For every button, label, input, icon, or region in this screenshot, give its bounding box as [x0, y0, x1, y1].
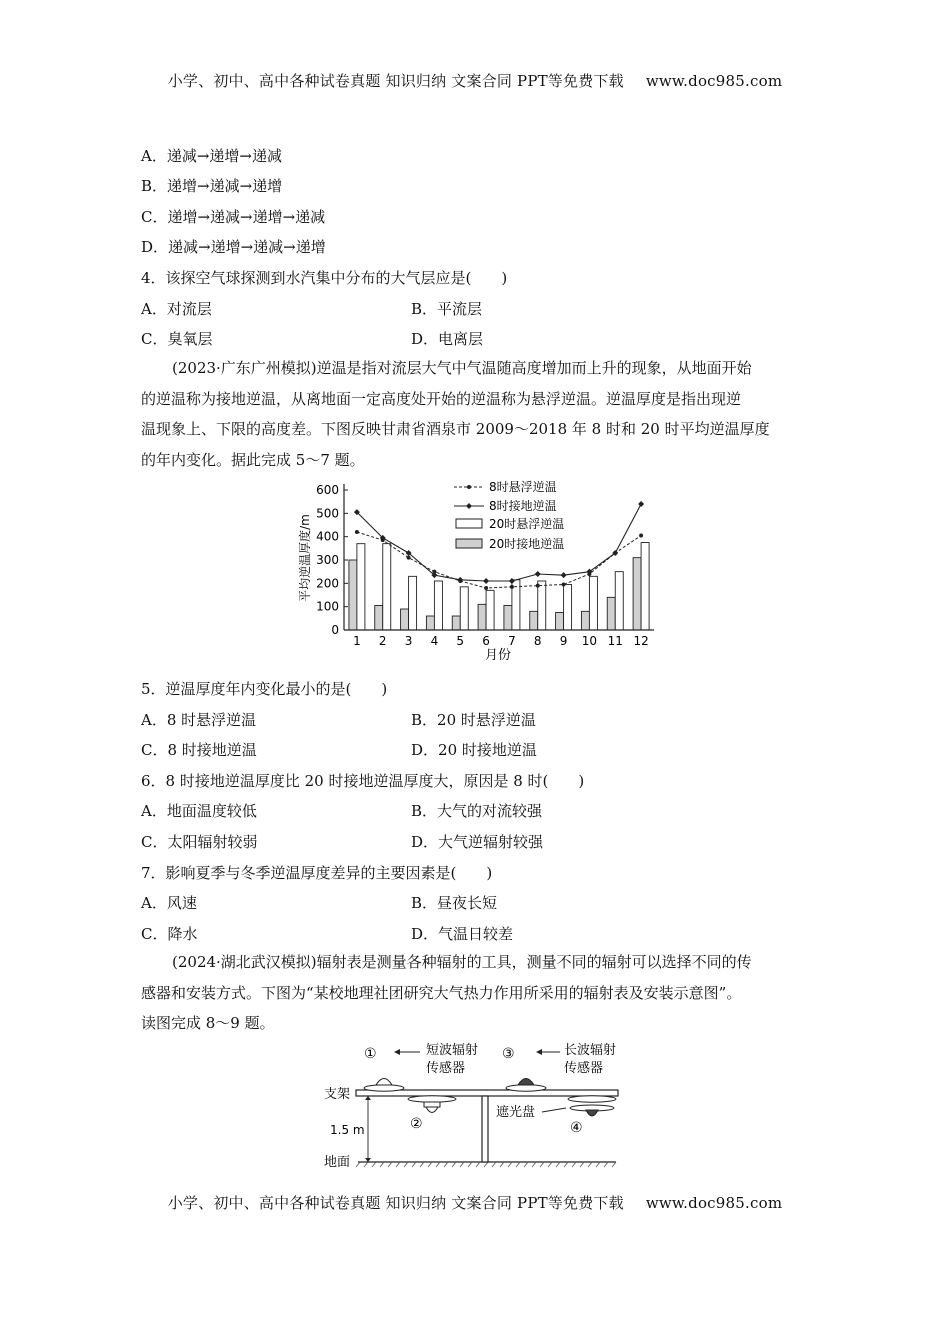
label-n4: ④ [570, 1120, 583, 1136]
bar-20h-ground [349, 560, 357, 630]
bar-20h-suspended [460, 587, 468, 630]
point-8h-ground [535, 571, 541, 577]
q4-option-a: A．对流层 [141, 300, 212, 318]
page-footer [0, 1192, 950, 1213]
bar-20h-ground [504, 606, 512, 631]
label-n1: ① [364, 1046, 377, 1062]
bar-20h-ground [633, 558, 641, 630]
point-8h-ground [561, 572, 567, 578]
chart-x-tick-label: 1 [353, 634, 361, 648]
q7-stem: 7．影响夏季与冬季逆温厚度差异的主要因素是( ) [141, 864, 493, 882]
chart-x-tick-label: 7 [508, 634, 516, 648]
legend-20h-ground: 20时接地逆温 [489, 537, 565, 551]
point-8h-suspended [355, 530, 359, 534]
point-8h-suspended [536, 584, 540, 588]
page-header [0, 70, 950, 91]
point-8h-ground [638, 501, 644, 507]
label-n3: ③ [502, 1046, 515, 1062]
bar-20h-suspended [383, 544, 391, 630]
q6-option-d: D．大气逆辐射较强 [411, 833, 544, 851]
chart-y-tick-label: 0 [331, 623, 339, 637]
q5-option-c: C．8 时接地逆温 [141, 741, 257, 759]
chart-xlabel: 月份 [484, 648, 512, 663]
q5-option-d: D．20 时接地逆温 [411, 741, 537, 759]
q3-option-c: C．递增→递减→递增→递减 [141, 208, 326, 226]
bar-20h-suspended [538, 581, 546, 630]
bar-20h-ground [556, 613, 564, 631]
point-8h-ground [483, 578, 489, 584]
bar-20h-suspended [564, 585, 572, 631]
legend-8h-suspended: 8时悬浮逆温 [489, 480, 557, 494]
label-n2: ② [410, 1116, 423, 1132]
label-height: 1.5 m [330, 1123, 365, 1137]
q6-stem: 6．8 时接地逆温厚度比 20 时接地逆温厚度大，原因是 8 时( ) [141, 772, 585, 790]
bar-20h-suspended [641, 543, 649, 631]
label-shade: 遮光盘 [496, 1105, 536, 1120]
q4-option-d: D．电离层 [411, 330, 484, 348]
bar-20h-ground [530, 611, 538, 630]
footer-text: 小学、初中、高中各种试卷真题 知识归纳 文案合同 PPT等免费下载 [167, 1194, 624, 1212]
chart-x-tick-label: 2 [378, 634, 387, 648]
bar-20h-suspended [434, 581, 442, 630]
chart-y-tick-label: 200 [316, 576, 339, 591]
q5-option-b: B．20 时悬浮逆温 [411, 711, 536, 729]
chart-x-tick-label: 8 [533, 634, 542, 648]
chart-y-tick-label: 600 [316, 483, 339, 497]
chart-x-tick-label: 9 [559, 634, 568, 648]
chart-y-tick-label: 500 [316, 506, 339, 521]
bar-20h-suspended [615, 572, 623, 630]
chart-x-tick-label: 11 [607, 634, 623, 648]
q6-option-c: C．太阳辐射较弱 [141, 833, 258, 851]
bar-20h-ground [426, 616, 434, 630]
label-bracket: 支架 [324, 1087, 351, 1102]
label-short-wave-2: 传感器 [426, 1061, 466, 1076]
bar-20h-ground [478, 604, 486, 630]
point-8h-suspended [407, 556, 411, 560]
point-8h-suspended [484, 586, 488, 590]
passage-radiometer [141, 947, 811, 1039]
bar-20h-ground [375, 606, 383, 631]
passage2-line3: 读图完成 8～9 题。 [141, 1014, 275, 1032]
chart-x-tick-label: 5 [456, 634, 465, 648]
footer-site: www.doc985.com [645, 1194, 783, 1212]
chart-x-tick-label: 3 [404, 634, 413, 648]
passage1-line4: 的年内变化。据此完成 5～7 题。 [141, 450, 365, 469]
passage1-line2: 的逆温称为接地逆温，从离地面一定高度处开始的逆温称为悬浮逆温。逆温厚度是指出现逆 [141, 389, 742, 408]
label-short-wave-1: 短波辐射 [426, 1043, 479, 1058]
chart-x-tick-label: 12 [633, 634, 649, 648]
q3-option-a: A．递减→递增→递减 [141, 147, 282, 165]
q7-option-c: C．降水 [141, 925, 198, 943]
bar-20h-suspended [486, 590, 494, 630]
bar-20h-suspended [409, 576, 417, 630]
passage1-line1: (2023·广东广州模拟)逆温是指对流层大气中气温随高度增加而上升的现象，从地面开始 [172, 359, 752, 377]
label-long-wave-2: 传感器 [564, 1061, 604, 1076]
q5-stem: 5．逆温厚度年内变化最小的是( ) [141, 680, 388, 698]
q3-option-d: D．递减→递增→递减→递增 [141, 238, 326, 256]
label-long-wave-1: 长波辐射 [564, 1043, 617, 1058]
q7-option-d: D．气温日较差 [411, 925, 514, 943]
bar-20h-ground [401, 609, 409, 630]
chart-legend [454, 479, 564, 551]
point-8h-suspended [639, 534, 643, 538]
chart-x-tick-label: 10 [581, 634, 598, 648]
bar-20h-ground [452, 616, 460, 630]
inversion-chart [296, 478, 660, 664]
q7-option-a: A．风速 [141, 894, 197, 912]
chart-y-tick-label: 400 [316, 529, 339, 544]
legend-20h-suspended: 20时悬浮逆温 [489, 517, 565, 531]
point-8h-suspended [510, 585, 514, 589]
chart-x-tick-label: 4 [430, 634, 439, 648]
passage1-line3: 温现象上、下限的高度差。下图反映甘肃省酒泉市 2009～2018 年 8 时和 20 时平均逆温厚度 [141, 420, 770, 438]
chart-x-tick-label: 6 [482, 634, 490, 648]
passage2-line1: (2024·湖北武汉模拟)辐射表是测量各种辐射的工具，测量不同的辐射可以选择不同的传 [172, 953, 752, 971]
q6-option-a: A．地面温度较低 [141, 802, 257, 820]
q5-option-a: A．8 时悬浮逆温 [141, 711, 257, 729]
radiometer-diagram [316, 1042, 632, 1170]
bar-20h-ground [607, 597, 615, 630]
label-ground: 地面 [324, 1155, 351, 1170]
chart-y-tick-label: 300 [316, 553, 339, 567]
bar-20h-ground [581, 611, 589, 630]
q4-stem: 4．该探空气球探测到水汽集中分布的大气层应是( ) [141, 269, 508, 287]
chart-y-tick-label: 100 [316, 599, 339, 614]
passage-inversion [141, 353, 811, 475]
header-text: 小学、初中、高中各种试卷真题 知识归纳 文案合同 PPT等免费下载 [167, 72, 624, 90]
q4-option-b: B．平流层 [411, 300, 483, 318]
point-8h-suspended [562, 583, 566, 587]
bar-20h-suspended [357, 544, 365, 630]
legend-8h-ground: 8时接地逆温 [489, 499, 557, 513]
q3-option-b: B．递增→递减→递增 [141, 177, 283, 195]
passage2-line2: 感器和安装方式。下图为“某校地理社团研究大气热力作用所采用的辐射表及安装示意图”。 [141, 983, 742, 1002]
chart-ylabel: 平均逆温厚度/m [298, 514, 312, 602]
q4-option-c: C．臭氧层 [141, 330, 213, 348]
q7-option-b: B．昼夜长短 [411, 894, 498, 912]
header-site: www.doc985.com [645, 72, 783, 90]
q6-option-b: B．大气的对流较强 [411, 802, 543, 820]
bar-20h-suspended [589, 576, 597, 630]
